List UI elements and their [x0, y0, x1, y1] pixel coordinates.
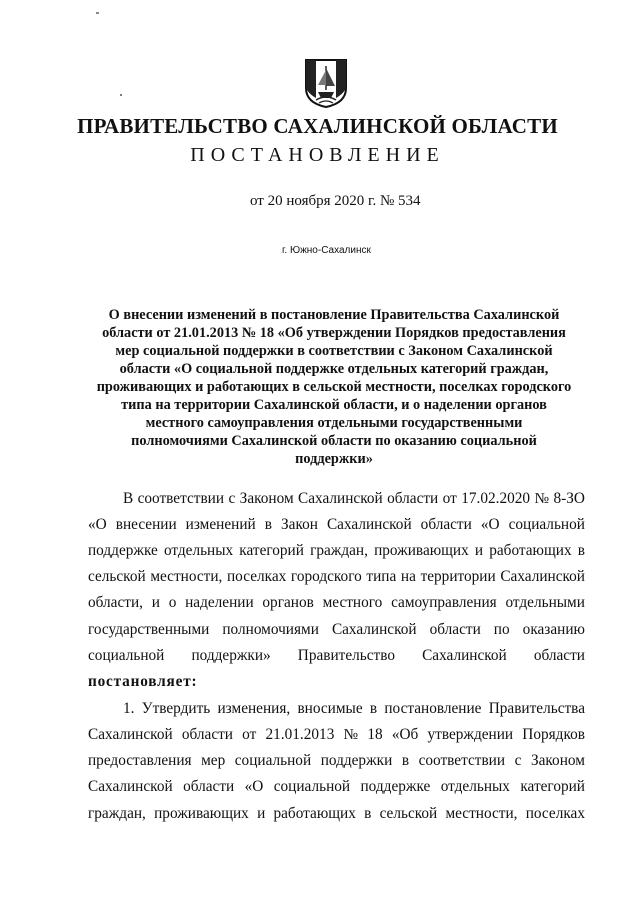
body-word: поддержке [88, 542, 158, 559]
body-word: местного [322, 594, 383, 611]
body-word: типа [366, 568, 397, 585]
body-line [88, 647, 585, 665]
body-word: Правительства [488, 700, 585, 717]
subject-line: О внесении изменений в постановление Правительства Сахалинской [108, 307, 560, 323]
body-word: сельской [379, 805, 438, 822]
body-word: категорий [239, 542, 304, 559]
body-word: «О [480, 516, 500, 533]
body-word: Утвердить [141, 700, 211, 717]
body-word: соответствии [137, 490, 225, 507]
body-word: полномочиями [222, 621, 319, 638]
subject-line: полномочиями Сахалинской области по оказанию социальной [131, 433, 537, 449]
body-word: о [168, 594, 177, 611]
body-word: 8-ЗО [553, 490, 585, 507]
body-word: проживающих [154, 805, 249, 822]
body-word: с [228, 490, 236, 507]
body-word: в [264, 516, 272, 533]
body-word: в [401, 752, 410, 769]
scan-speck [120, 94, 122, 96]
body-line [88, 542, 585, 560]
body-word: № [534, 490, 550, 507]
body-word: Сахалинской [298, 490, 383, 507]
subject-line: мер социальной поддержки в соответствии с Законом Сахалинской [115, 343, 553, 359]
subject-line: местного самоуправления отдельными государственными [145, 415, 523, 431]
subject-line: типа на территории Сахалинской области, и о наделении органов [121, 397, 547, 413]
body-word: государственными [88, 621, 210, 638]
body-word: «О [244, 778, 264, 795]
body-word: наделении [185, 594, 254, 611]
body-word: мер [201, 752, 226, 769]
body-word: от [442, 490, 457, 507]
body-word: социальной [234, 752, 312, 769]
body-word: соответствии [418, 752, 506, 769]
body-line [88, 805, 585, 823]
body-word: по [493, 621, 510, 638]
body-line [88, 594, 585, 612]
body-word: с [514, 752, 522, 769]
body-line [88, 726, 585, 744]
body-word: поддержки [320, 752, 393, 769]
subject-line: области «О социальной поддержке отдельных категорий граждан, [119, 361, 549, 377]
body-word: Закон [281, 516, 318, 533]
body-line [88, 568, 585, 586]
body-word: работающих [489, 542, 572, 559]
body-word: изменения, [217, 700, 291, 717]
body-word: В [123, 490, 134, 507]
body-line [123, 700, 585, 718]
body-word: Сахалинской [500, 568, 585, 585]
body-word: области [429, 621, 481, 638]
body-word: № [343, 726, 359, 743]
body-word: «О [88, 516, 107, 533]
body-word: категорий [520, 778, 585, 795]
body-word: отдельных [440, 778, 510, 795]
body-word: и [474, 542, 484, 559]
body-word: области [387, 490, 439, 507]
body-word: Сахалинской [88, 778, 173, 795]
body-word: вносимые [297, 700, 363, 717]
body-word: отдельными [505, 594, 585, 611]
body-word: 1. [123, 700, 135, 717]
body-word: поселках [525, 805, 585, 822]
body-word: области [183, 778, 235, 795]
subject-line: поддержки» [295, 451, 373, 467]
body-word: Сахалинской [422, 647, 507, 664]
body-word: изменений [185, 516, 256, 533]
body-word: граждан, [88, 805, 146, 822]
body-word: Законом [239, 490, 294, 507]
body-word: городского [290, 568, 362, 585]
body-word: области [181, 726, 233, 743]
body-word: на [400, 568, 416, 585]
coat-of-arms-icon [302, 58, 350, 108]
body-word: 21.01.2013 [265, 726, 335, 743]
body-word: граждан, [310, 542, 368, 559]
body-word: предоставления [88, 752, 192, 769]
document-type: ПОСТАНОВЛЕНИЕ [190, 144, 445, 166]
subject-line: проживающих и работающих в сельской местности, поселках городского [96, 379, 572, 395]
body-word: социальной [508, 516, 585, 533]
body-word: Правительство [297, 647, 395, 664]
body-word: проживающих [374, 542, 469, 559]
body-word: «Об [391, 726, 419, 743]
body-word: области, [88, 594, 143, 611]
body-line [88, 778, 585, 796]
body-word: оказанию [522, 621, 585, 638]
scan-speck [96, 12, 99, 14]
body-word: в [577, 542, 585, 559]
body-word: и [257, 805, 266, 822]
body-line [88, 752, 585, 770]
body-word: социальной [88, 647, 165, 664]
body-word: от [242, 726, 257, 743]
body-word: отдельных [163, 542, 234, 559]
body-word: Сахалинской [331, 621, 417, 638]
subject-line: области от 21.01.2013 № 18 «Об утверждении Порядков предоставления [102, 325, 566, 341]
body-word: и [151, 594, 160, 611]
body-word: сельской [88, 568, 146, 585]
body-word: в [369, 700, 378, 717]
body-word: 18 [367, 726, 383, 743]
document-subject [92, 306, 576, 468]
body-line [88, 621, 585, 639]
body-word: поселках [227, 568, 287, 585]
body-line [88, 516, 585, 534]
body-word: местности, [150, 568, 223, 585]
body-word: Порядков [522, 726, 585, 743]
body-word: Сахалинской [88, 726, 173, 743]
body-word: самоуправления [391, 594, 497, 611]
body-word: органов [262, 594, 314, 611]
body-word: в [364, 805, 372, 822]
body-line-decision: постановляет: [88, 673, 198, 690]
body-word: внесении [115, 516, 177, 533]
body-word: 17.02.2020 [461, 490, 531, 507]
body-word: области [420, 516, 472, 533]
body-word: местности, [445, 805, 518, 822]
body-line [123, 490, 585, 508]
document-date-number: от 20 ноября 2020 г. № 534 [250, 193, 421, 209]
body-word: территории [420, 568, 496, 585]
body-word: утверждении [427, 726, 514, 743]
body-word: поддержке [360, 778, 431, 795]
body-word: области [533, 647, 585, 664]
government-title: ПРАВИТЕЛЬСТВО САХАЛИНСКОЙ ОБЛАСТИ [77, 114, 558, 138]
body-word: социальной [273, 778, 351, 795]
body-word: постановление [384, 700, 482, 717]
body-word: поддержки» [191, 647, 271, 664]
body-word: Законом [530, 752, 585, 769]
document-city: г. Южно-Сахалинск [282, 245, 371, 256]
body-word: работающих [273, 805, 356, 822]
body-word: Сахалинской [326, 516, 412, 533]
